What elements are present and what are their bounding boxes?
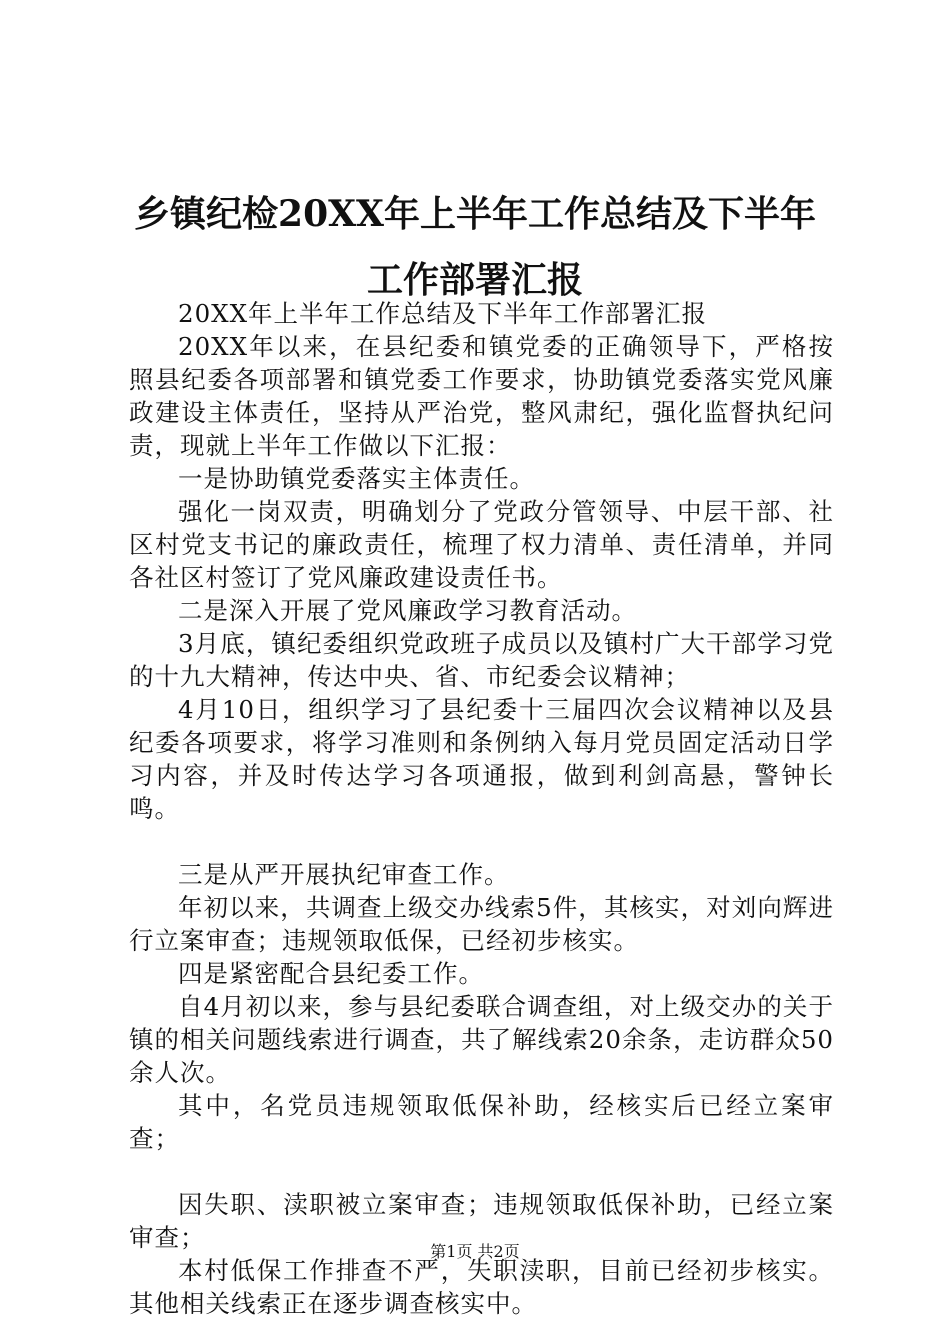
paragraph-section-1-body: 强化一岗双责，明确划分了党政分管领导、中层干部、社区村党支书记的廉政责任，梳理了权力清单、责任清单，并同各社区村签订了党风廉政建设责任书。: [129, 497, 834, 592]
paragraph-section-4-body: 自4月初以来，参与县纪委联合调查组，对上级交办的关于镇的相关问题线索进行调查，共了解线索20余条，走访群众50余人次。: [129, 992, 834, 1087]
paragraph-intro: 20XX年以来，在县纪委和镇党委的正确领导下，严格按照县纪委各项部署和镇党委工作要求，协助镇党委落实党风廉政建设主体责任，坚持从严治党，整风肃纪，强化监督执纪问责，现就上半年工作做以下汇报：: [129, 332, 834, 460]
paragraph-section-4-detail-b: 因失职、渎职被立案审查；违规领取低保补助，已经立案审查；: [129, 1190, 834, 1252]
paragraph-subtitle: 20XX年上半年工作总结及下半年工作部署汇报: [178, 299, 708, 328]
blank-line: [129, 825, 834, 858]
page-number-footer: 第1页 共2页: [430, 1242, 520, 1261]
paragraph-section-4-heading: 四是紧密配合县纪委工作。: [178, 959, 484, 988]
blank-line: [129, 1155, 834, 1188]
document-body: [129, 297, 834, 1320]
paragraph-section-3-body: 年初以来，共调查上级交办线索5件，其核实，对刘向辉进行立案审查；违规领取低保，已经初步核实。: [129, 893, 834, 955]
paragraph-section-2-body-a: 3月底，镇纪委组织党政班子成员以及镇村广大干部学习党的十九大精神，传达中央、省、市纪委会议精神；: [129, 629, 834, 691]
paragraph-section-3-heading: 三是从严开展执纪审查工作。: [178, 860, 510, 889]
paragraph-section-4-detail-c: 本村低保工作排查不严，失职渎职，目前已经初步核实。其他相关线索正在逐步调查核实中。: [129, 1256, 834, 1318]
paragraph-section-1-heading: 一是协助镇党委落实主体责任。: [178, 464, 535, 493]
paragraph-section-2-heading: 二是深入开展了党风廉政学习教育活动。: [178, 596, 637, 625]
paragraph-section-2-body-b: 4月10日，组织学习了县纪委十三届四次会议精神以及县纪委各项要求，将学习准则和条例纳入每月党员固定活动日学习内容，并及时传达学习各项通报，做到利剑高悬，警钟长鸣。: [129, 695, 834, 823]
paragraph-section-4-detail-a: 其中，名党员违规领取低保补助，经核实后已经立案审查；: [129, 1091, 834, 1153]
document-title: 乡镇纪检20XX年上半年工作总结及下半年工作部署汇报: [134, 193, 816, 301]
